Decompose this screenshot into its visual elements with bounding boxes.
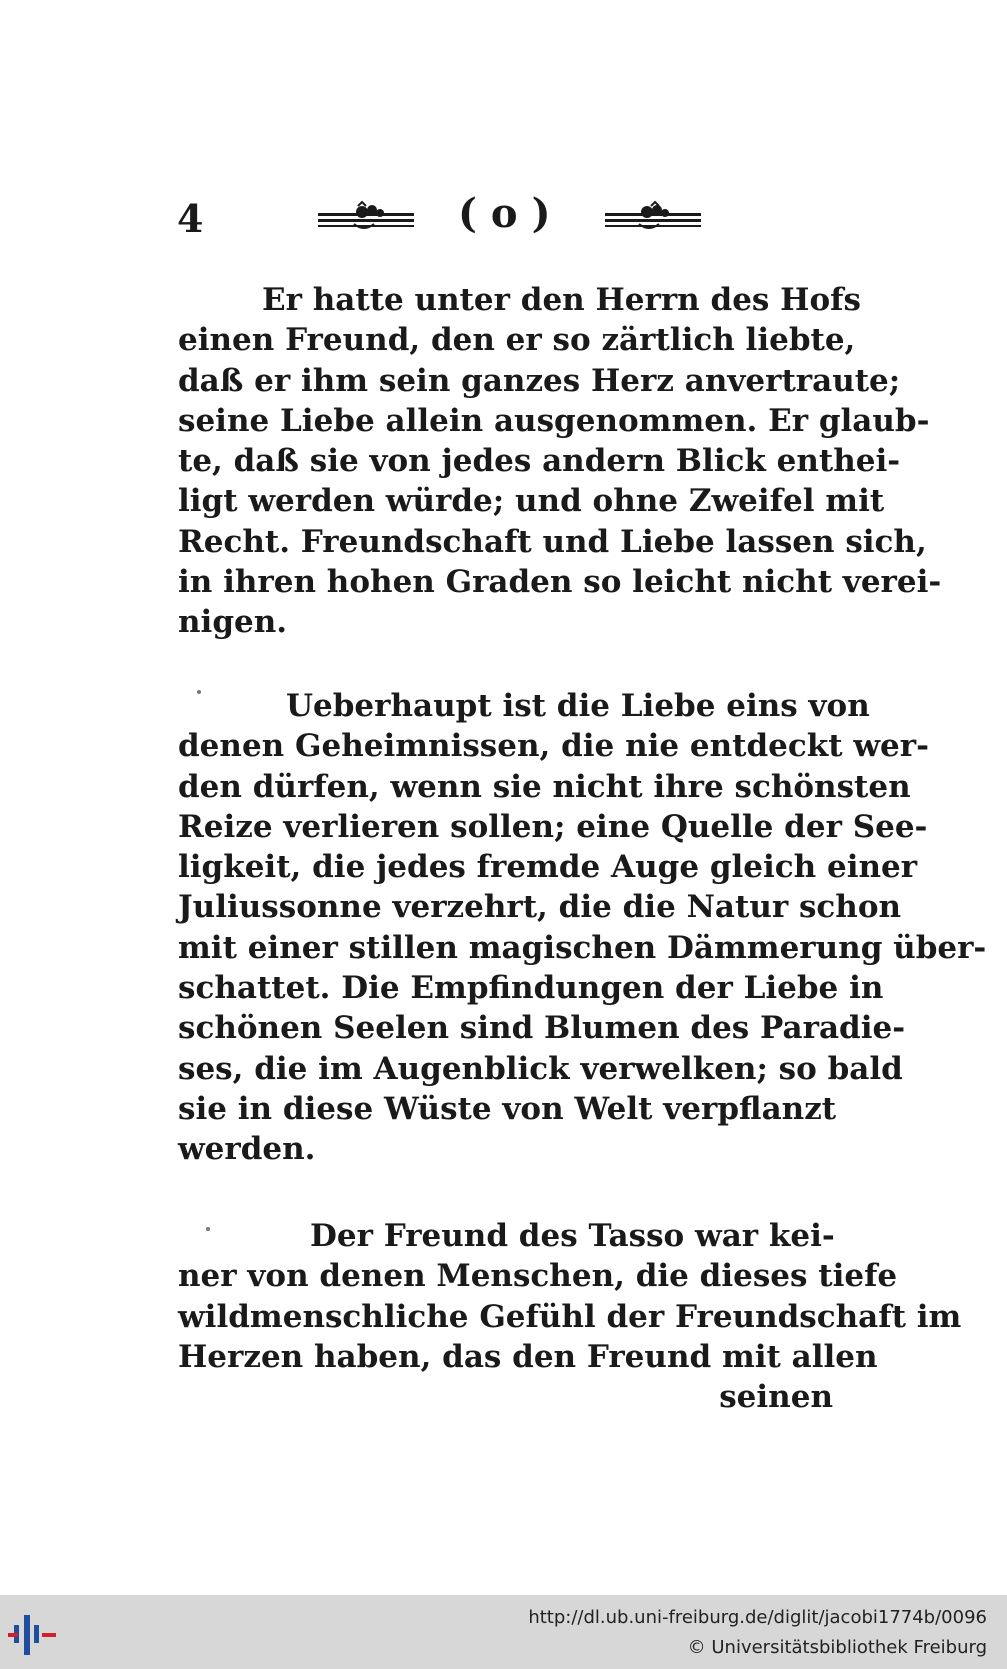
text-line: denen Geheimnissen, die nie entdeckt wer-	[178, 728, 929, 765]
text-line: Reize verlieren sollen; eine Quelle der See-	[178, 808, 928, 845]
ink-speck	[206, 1227, 210, 1231]
text-line: Er hatte unter den Herrn des Hofs	[262, 282, 861, 318]
text-line: schattet. Die Empfindungen der Liebe in	[178, 970, 884, 1007]
text-line: ses, die im Augenblick verwelken; so bald	[178, 1050, 903, 1087]
text-line: ligt werden würde; und ohne Zweifel mit	[178, 483, 885, 520]
text-line: ligkeit, die jedes fremde Auge gleich einer	[178, 849, 918, 886]
page-number: 4	[177, 196, 204, 241]
page-header	[175, 188, 830, 248]
paragraph-1	[178, 280, 942, 643]
text-line: daß er ihm sein ganzes Herz anvertraute;	[178, 362, 901, 399]
text-line: Ueberhaupt ist die Liebe eins von	[286, 688, 870, 724]
ub-freiburg-logo-icon	[8, 1611, 60, 1655]
ink-speck	[197, 690, 201, 694]
text-line: nigen.	[178, 604, 288, 641]
text-line: Juliussonne verzehrt, die die Natur schon	[178, 889, 902, 926]
floral-ornament-right-icon	[605, 202, 701, 232]
text-line: Recht. Freundschaft und Liebe lassen sich,	[178, 523, 927, 560]
text-line: schönen Seelen sind Blumen des Paradie-	[178, 1010, 906, 1047]
text-line: te, daß sie von jedes andern Blick enthei-	[178, 443, 901, 480]
page-center-mark: (o)	[458, 190, 565, 237]
paragraph-2	[178, 686, 987, 1170]
text-line: Herzen haben, das den Freund mit allen	[178, 1338, 878, 1375]
text-line: sie in diese Wüste von Welt verpflanzt	[178, 1090, 837, 1127]
copyright-notice: © Universitätsbibliothek Freiburg	[687, 1637, 987, 1658]
text-line: in ihren hohen Graden so leicht nicht verei-	[178, 564, 942, 601]
text-line: werden.	[178, 1131, 316, 1168]
document-url-link[interactable]: http://dl.ub.uni-freiburg.de/diglit/jacobi1774b/0096	[528, 1607, 987, 1628]
catchword: seinen	[719, 1379, 833, 1416]
text-line: Der Freund des Tasso war kei-	[310, 1218, 835, 1254]
text-line: den dürfen, wenn sie nicht ihre schönsten	[178, 768, 911, 805]
text-line: seine Liebe allein ausgenommen. Er glaub-	[178, 402, 930, 439]
library-footer	[0, 1595, 1007, 1669]
paragraph-3	[178, 1216, 962, 1417]
floral-ornament-left-icon	[318, 202, 414, 232]
text-line: wildmenschliche Gefühl der Freundschaft im	[178, 1298, 962, 1335]
text-line: ner von denen Menschen, die dieses tiefe	[178, 1258, 898, 1295]
text-line: mit einer stillen magischen Dämmerung über-	[178, 929, 987, 966]
text-line: einen Freund, den er so zärtlich liebte,	[178, 322, 856, 359]
